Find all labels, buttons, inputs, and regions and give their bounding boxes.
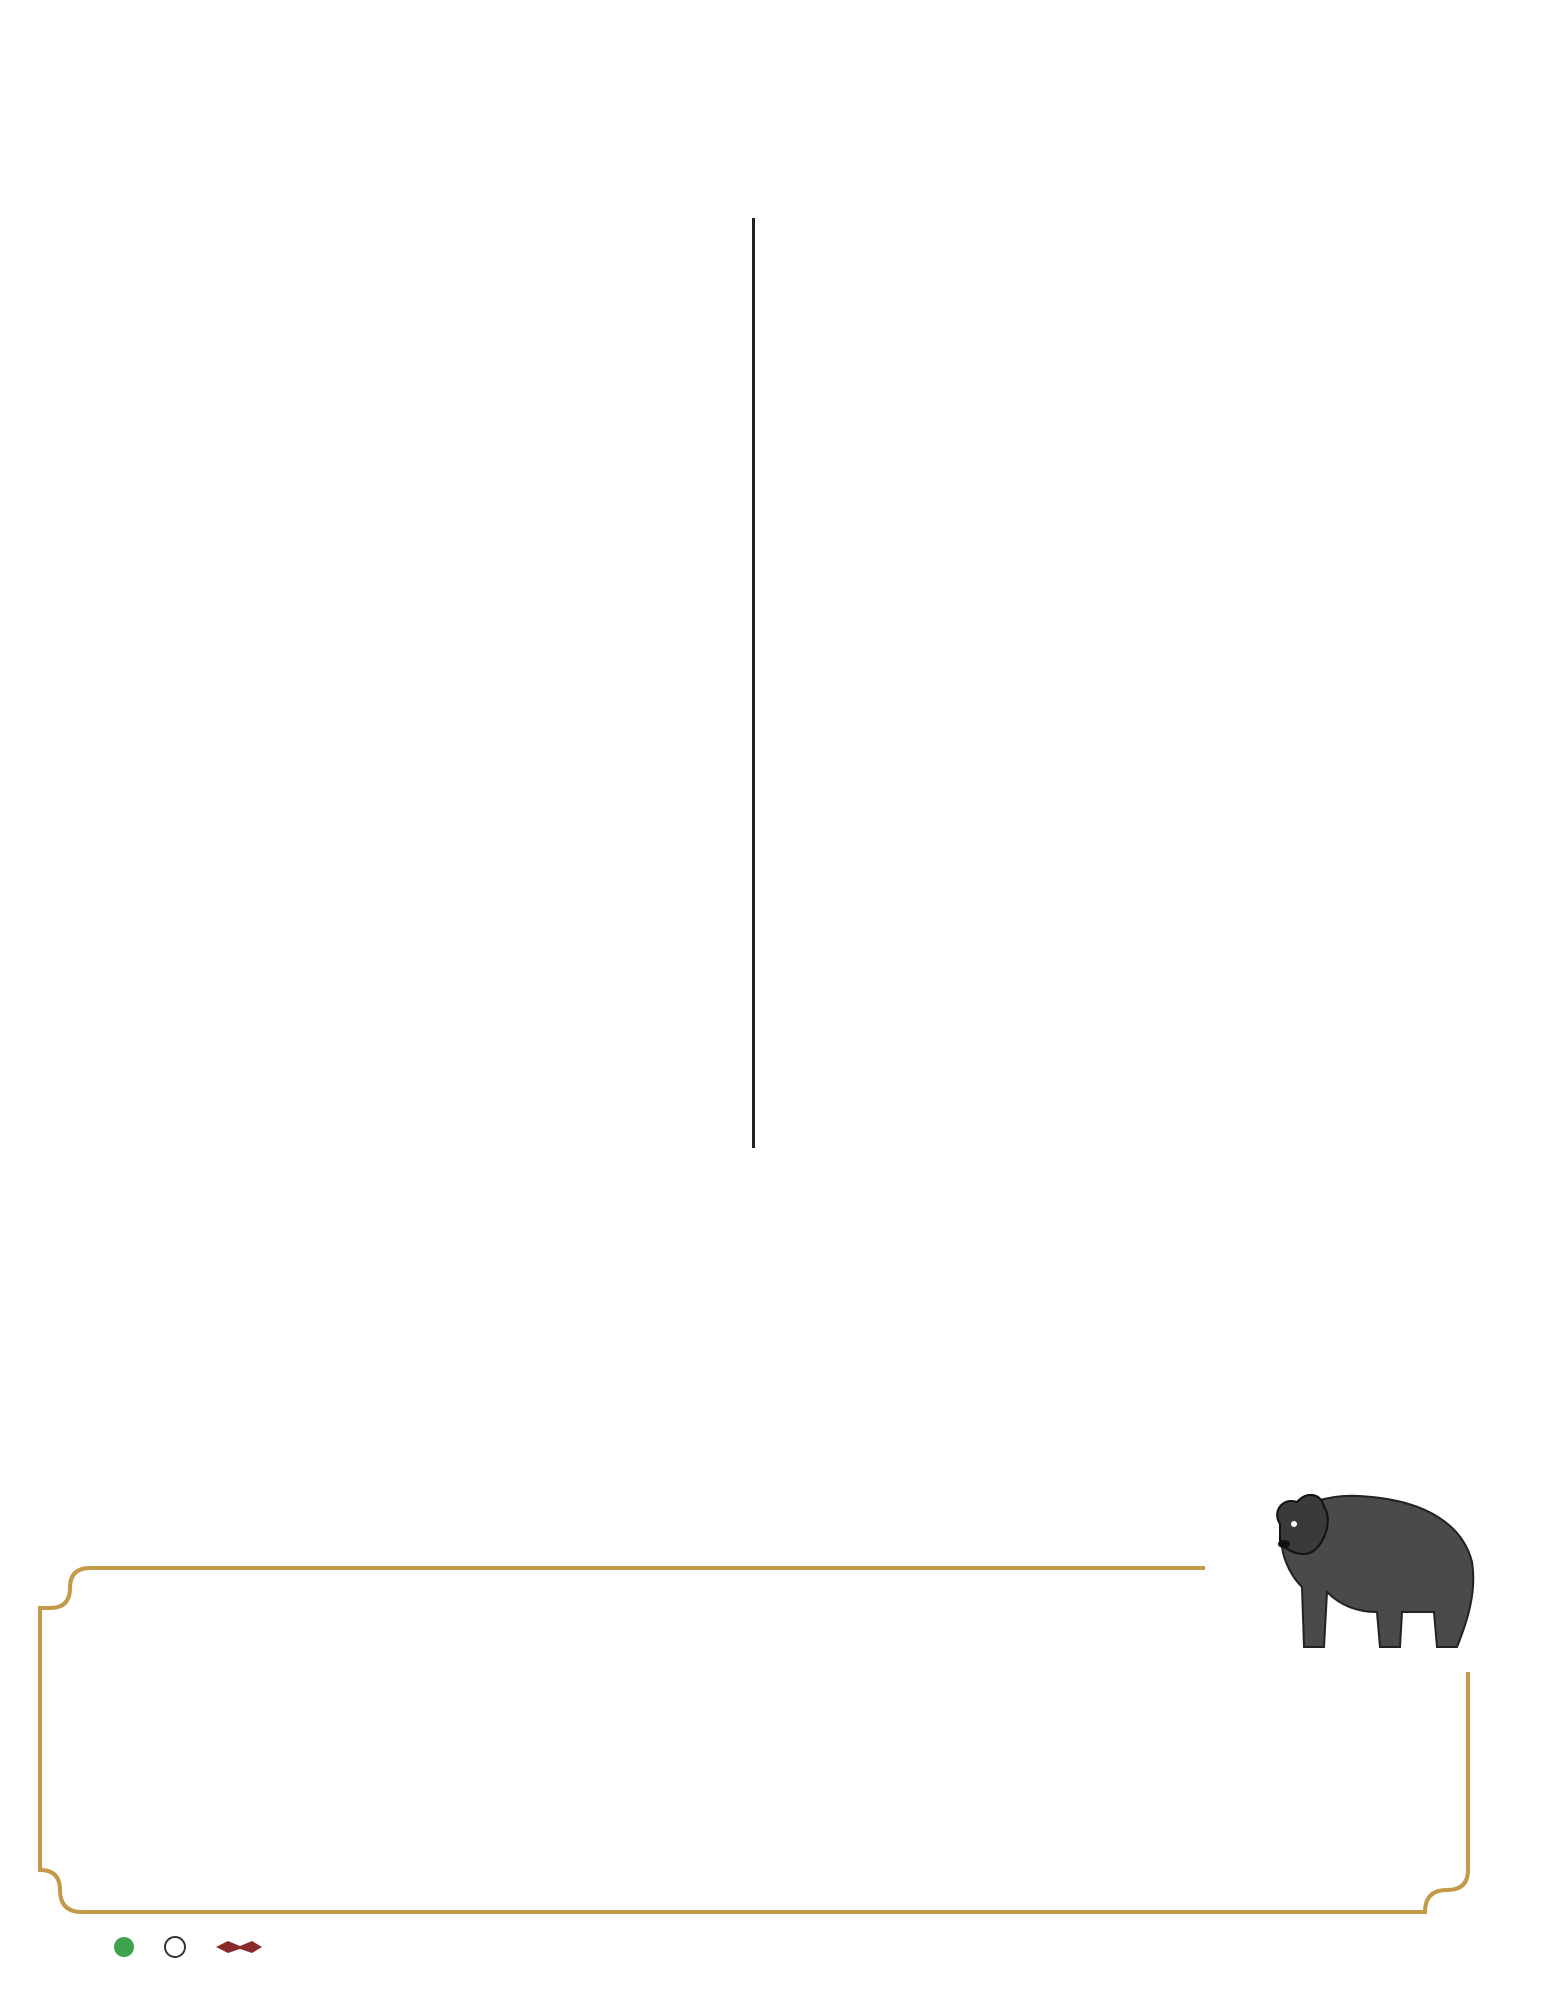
favourites-frame	[30, 1560, 1510, 1930]
vegan-icon	[114, 1937, 134, 1957]
legend	[110, 1936, 324, 1958]
wheat-icon	[164, 1936, 186, 1958]
handshake-icon	[214, 1938, 264, 1956]
column-divider	[752, 218, 755, 1148]
